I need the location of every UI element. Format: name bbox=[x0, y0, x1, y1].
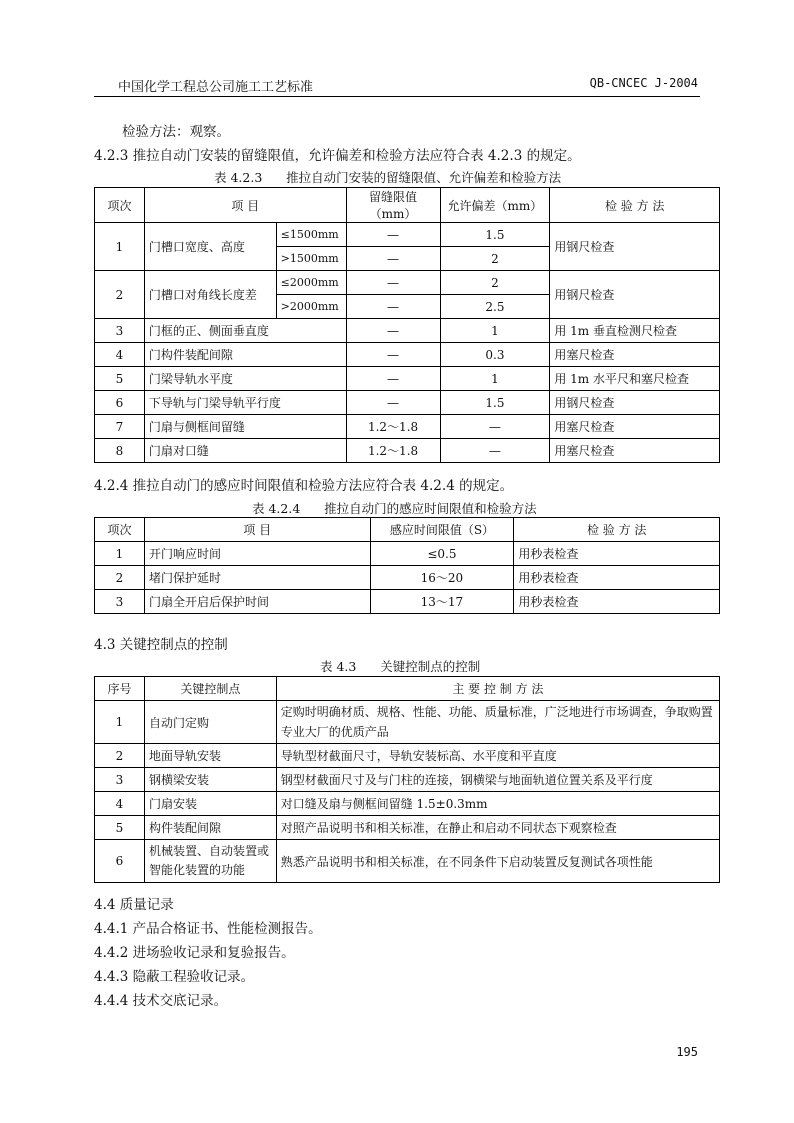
section-4-4: 4.4 质量记录 bbox=[94, 897, 174, 913]
row-no: 1 bbox=[95, 223, 145, 271]
table-row bbox=[95, 590, 720, 614]
table2-caption-title: 推拉自动门的感应时间限值和检验方法 bbox=[324, 501, 537, 516]
row-deviation: 1.5 bbox=[440, 223, 550, 247]
table-row bbox=[95, 319, 720, 343]
table3-caption-no: 表 4.3 bbox=[320, 659, 357, 674]
table-row bbox=[95, 542, 720, 566]
table1-caption-title: 推拉自动门安装的留缝限值、允许偏差和检验方法 bbox=[286, 170, 562, 185]
row-method: 用 1m 水平尺和塞尺检查 bbox=[550, 367, 720, 391]
header-cell: 序号 bbox=[95, 677, 145, 701]
table1-caption-no: 表 4.2.3 bbox=[214, 170, 263, 185]
header-rule bbox=[94, 96, 700, 97]
table3-caption bbox=[320, 657, 480, 675]
table-4-2-3 bbox=[94, 187, 720, 463]
row-subitem: >1500mm bbox=[276, 247, 346, 271]
header-cell: 允许偏差（mm） bbox=[440, 188, 550, 223]
row-point: 机械装置、自动装置或智能化装置的功能 bbox=[144, 840, 276, 883]
header-cell: 主 要 控 制 方 法 bbox=[276, 677, 719, 701]
row-method: 钢型材截面尺寸及与门柱的连接，钢横梁与地面轨道位置关系及平行度 bbox=[276, 768, 719, 792]
row-no: 4 bbox=[95, 343, 145, 367]
row-point: 钢横梁安装 bbox=[144, 768, 276, 792]
section-4-4-2: 4.4.2 进场验收记录和复验报告。 bbox=[94, 945, 295, 961]
row-method: 用钢尺检查 bbox=[550, 271, 720, 319]
inspect-method-text: 检验方法：观察。 bbox=[122, 124, 230, 140]
row-point: 地面导轨安装 bbox=[144, 744, 276, 768]
table1-caption bbox=[214, 168, 561, 186]
row-item: 门构件装配间隙 bbox=[144, 343, 346, 367]
row-gap: — bbox=[346, 271, 440, 295]
table2-caption bbox=[252, 499, 537, 517]
row-no: 5 bbox=[95, 816, 145, 840]
header-code: QB-CNCEC J-2004 bbox=[589, 76, 698, 90]
row-subitem: ≤2000mm bbox=[276, 271, 346, 295]
row-item: 门扇全开启后保护时间 bbox=[144, 590, 370, 614]
row-limit: 13～17 bbox=[370, 590, 514, 614]
row-item: 开门响应时间 bbox=[144, 542, 370, 566]
header-cell: 项 目 bbox=[144, 188, 346, 223]
row-deviation: 1.5 bbox=[440, 391, 550, 415]
row-subitem: ≤1500mm bbox=[276, 223, 346, 247]
row-no: 6 bbox=[95, 840, 145, 883]
table-row bbox=[95, 792, 720, 816]
row-subitem: >2000mm bbox=[276, 295, 346, 319]
row-item: 门槽口对角线长度差 bbox=[144, 271, 276, 319]
table-header-row bbox=[95, 677, 720, 701]
row-method: 对照产品说明书和相关标准，在静止和启动不同状态下观察检查 bbox=[276, 816, 719, 840]
section-4-4-1: 4.4.1 产品合格证书、性能检测报告。 bbox=[94, 921, 322, 937]
row-gap: — bbox=[346, 391, 440, 415]
table-header-row bbox=[95, 188, 720, 223]
row-no: 3 bbox=[95, 319, 145, 343]
row-method: 用钢尺检查 bbox=[550, 223, 720, 271]
table-row bbox=[95, 566, 720, 590]
table-row bbox=[95, 391, 720, 415]
row-deviation: — bbox=[440, 415, 550, 439]
table-row bbox=[95, 271, 720, 295]
header-cell: 检 验 方 法 bbox=[514, 518, 720, 542]
row-item: 门框的正、侧面垂直度 bbox=[144, 319, 346, 343]
page-number: 195 bbox=[676, 1045, 698, 1059]
header-cell: 关键控制点 bbox=[144, 677, 276, 701]
table-row bbox=[95, 343, 720, 367]
row-deviation: 1 bbox=[440, 319, 550, 343]
table-4-2-4 bbox=[94, 517, 720, 614]
section-4-2-4: 4.2.4 推拉自动门的感应时间限值和检验方法应符合表 4.2.4 的规定。 bbox=[94, 478, 514, 494]
row-gap: — bbox=[346, 343, 440, 367]
row-no: 3 bbox=[95, 768, 145, 792]
table2-caption-no: 表 4.2.4 bbox=[252, 501, 301, 516]
row-no: 2 bbox=[95, 744, 145, 768]
row-method: 用秒表检查 bbox=[514, 590, 720, 614]
row-point: 门扇安装 bbox=[144, 792, 276, 816]
row-deviation: — bbox=[440, 439, 550, 463]
section-4-3: 4.3 关键控制点的控制 bbox=[94, 637, 228, 653]
table-row bbox=[95, 768, 720, 792]
row-gap: 1.2～1.8 bbox=[346, 415, 440, 439]
row-limit: 16～20 bbox=[370, 566, 514, 590]
row-method: 用塞尺检查 bbox=[550, 415, 720, 439]
row-item: 堵门保护延时 bbox=[144, 566, 370, 590]
row-no: 1 bbox=[95, 701, 145, 744]
header-cell: 检 验 方 法 bbox=[550, 188, 720, 223]
row-method: 用塞尺检查 bbox=[550, 343, 720, 367]
row-deviation: 2 bbox=[440, 271, 550, 295]
table-row bbox=[95, 223, 720, 247]
row-no: 3 bbox=[95, 590, 145, 614]
row-method: 定购时明确材质、规格、性能、功能、质量标准，广泛地进行市场调查，争取购置专业大厂的优质产品 bbox=[276, 701, 719, 744]
header-title: 中国化学工程总公司施工工艺标准 bbox=[118, 80, 314, 95]
row-item: 门梁导轨水平度 bbox=[144, 367, 346, 391]
table-row bbox=[95, 744, 720, 768]
row-no: 6 bbox=[95, 391, 145, 415]
row-method: 用钢尺检查 bbox=[550, 391, 720, 415]
header-cell: 项次 bbox=[95, 188, 145, 223]
row-method: 对口缝及扇与侧框间留缝 1.5±0.3mm bbox=[276, 792, 719, 816]
row-method: 用秒表检查 bbox=[514, 542, 720, 566]
table-header-row bbox=[95, 518, 720, 542]
row-method: 用秒表检查 bbox=[514, 566, 720, 590]
table-row bbox=[95, 367, 720, 391]
row-deviation: 2.5 bbox=[440, 295, 550, 319]
row-gap: — bbox=[346, 319, 440, 343]
row-deviation: 2 bbox=[440, 247, 550, 271]
row-item: 门扇对口缝 bbox=[144, 439, 346, 463]
table-row bbox=[95, 840, 720, 883]
row-deviation: 0.3 bbox=[440, 343, 550, 367]
row-no: 8 bbox=[95, 439, 145, 463]
row-gap: — bbox=[346, 223, 440, 247]
row-method: 用塞尺检查 bbox=[550, 439, 720, 463]
table-row bbox=[95, 439, 720, 463]
row-point: 构件装配间隙 bbox=[144, 816, 276, 840]
row-no: 2 bbox=[95, 566, 145, 590]
row-gap: 1.2～1.8 bbox=[346, 439, 440, 463]
table-row bbox=[95, 415, 720, 439]
row-limit: ≤0.5 bbox=[370, 542, 514, 566]
table-4-3 bbox=[94, 676, 720, 883]
row-item: 下导轨与门梁导轨平行度 bbox=[144, 391, 346, 415]
row-no: 1 bbox=[95, 542, 145, 566]
section-4-4-3: 4.4.3 隐蔽工程验收记录。 bbox=[94, 969, 255, 985]
row-gap: — bbox=[346, 367, 440, 391]
row-item: 门扇与侧框间留缝 bbox=[144, 415, 346, 439]
table-row bbox=[95, 701, 720, 744]
row-point: 自动门定购 bbox=[144, 701, 276, 744]
row-deviation: 1 bbox=[440, 367, 550, 391]
row-gap: — bbox=[346, 247, 440, 271]
row-method: 导轨型材截面尺寸，导轨安装标高、水平度和平直度 bbox=[276, 744, 719, 768]
row-no: 7 bbox=[95, 415, 145, 439]
row-item: 门槽口宽度、高度 bbox=[144, 223, 276, 271]
row-no: 2 bbox=[95, 271, 145, 319]
header-cell: 项次 bbox=[95, 518, 145, 542]
table-row bbox=[95, 816, 720, 840]
header-cell: 项 目 bbox=[144, 518, 370, 542]
table3-caption-title: 关键控制点的控制 bbox=[380, 659, 481, 674]
section-4-4-4: 4.4.4 技术交底记录。 bbox=[94, 993, 228, 1009]
row-gap: — bbox=[346, 295, 440, 319]
header-cell: 感应时间限值（S） bbox=[370, 518, 514, 542]
row-method: 用 1m 垂直检测尺检查 bbox=[550, 319, 720, 343]
row-no: 5 bbox=[95, 367, 145, 391]
row-no: 4 bbox=[95, 792, 145, 816]
header-cell: 留缝限值（mm） bbox=[346, 188, 440, 223]
section-4-2-3: 4.2.3 推拉自动门安装的留缝限值，允许偏差和检验方法应符合表 4.2.3 的规定。 bbox=[94, 148, 581, 164]
row-method: 熟悉产品说明书和相关标准，在不同条件下启动装置反复测试各项性能 bbox=[276, 840, 719, 883]
